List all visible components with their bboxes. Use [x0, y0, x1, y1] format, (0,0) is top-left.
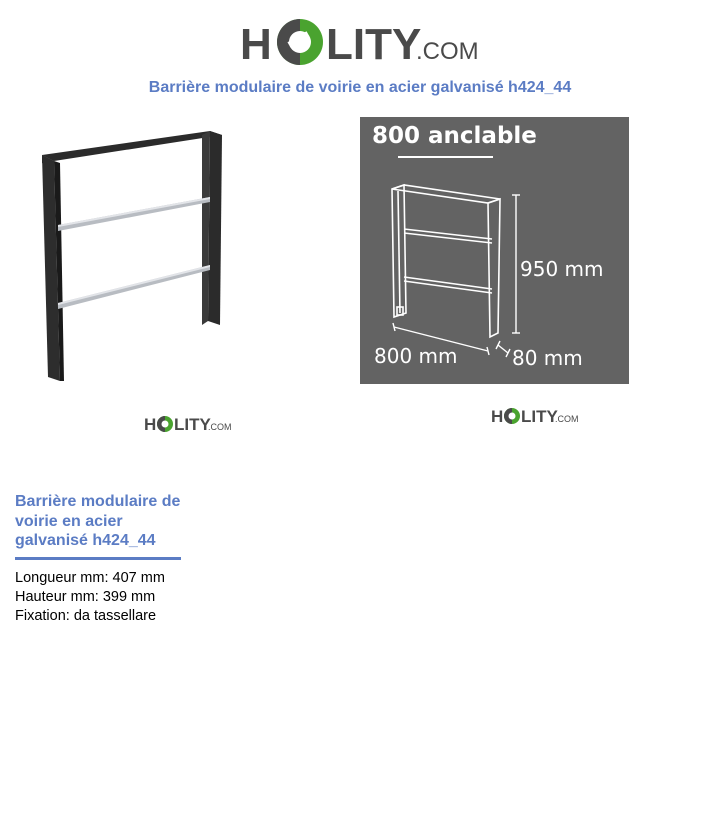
spec-fixation: Fixation: da tassellare: [15, 607, 157, 624]
drawing-heading: 800 anclable: [372, 123, 537, 149]
dimension-drawing: [360, 117, 629, 384]
spec-list: [15, 569, 185, 626]
product-photo: [30, 125, 230, 385]
svg-text:.COM: .COM: [555, 414, 579, 424]
logo-suffix: .COM: [416, 38, 479, 65]
holity-logo-small-left: [140, 411, 236, 437]
details-title: Barrière modulaire de voirie en acier galvanisé h424_44: [15, 492, 181, 560]
holity-logo-small-right: [487, 403, 583, 429]
page-title: Barrière modulaire de voirie en acier galvanisé h424_44: [148, 79, 572, 96]
spec-height: Hauteur mm: 399 mm: [15, 588, 156, 605]
logo-o-icon: [504, 408, 520, 424]
svg-text:H: H: [491, 407, 504, 426]
height-label: 950 mm: [520, 257, 604, 281]
svg-text:.COM: .COM: [208, 422, 232, 432]
logo-letter-h: H: [240, 20, 272, 69]
product-details: [15, 492, 185, 626]
svg-text:LITY: LITY: [521, 407, 558, 426]
logo-o-icon: [157, 416, 173, 432]
logo-letters-lity: LITY: [326, 20, 422, 69]
spec-length: Longueur mm: 407 mm: [15, 569, 165, 586]
svg-text:LITY: LITY: [174, 415, 211, 434]
logo-o-icon: [277, 19, 323, 65]
svg-text:H: H: [144, 415, 157, 434]
depth-label: 80 mm: [512, 346, 583, 370]
holity-logo[interactable]: [0, 12, 720, 70]
width-label: 800 mm: [374, 344, 458, 368]
